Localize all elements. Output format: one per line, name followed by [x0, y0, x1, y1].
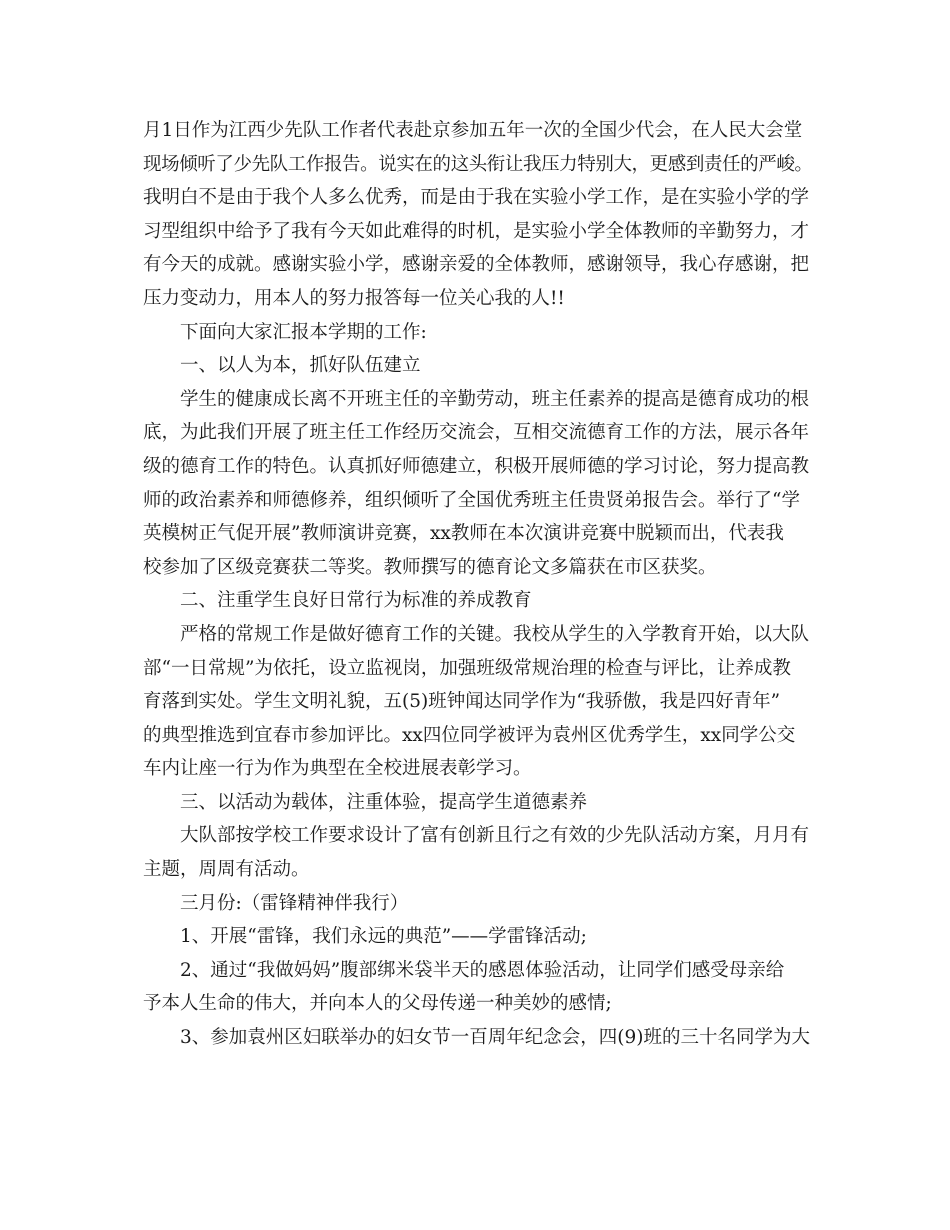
text-line: 有今天的成就。感谢实验小学，感谢亲爱的全体教师，感谢领导，我心存感谢，把	[143, 254, 810, 276]
text-line: 一、以人为本，抓好队伍建立	[180, 355, 421, 377]
text-line: 师的政治素养和师德修养，组织倾听了全国优秀班主任贵贤弟报告会。举行了“学	[143, 489, 800, 511]
text-line: 级的德育工作的特色。认真抓好师德建立，积极开展师德的学习讨论，努力提高教	[143, 455, 810, 477]
text-line: 我明白不是由于我个人多么优秀，而是由于我在实验小学工作，是在实验小学的学	[143, 187, 810, 209]
text-line: 部“一日常规”为依托，设立监视岗，加强班级常规治理的检查与评比，让养成教	[143, 657, 791, 679]
text-line: 予本人生命的伟大，并向本人的父母传递一种美妙的感情;	[143, 993, 612, 1015]
text-line: 1、开展“雷锋，我们永远的典范”——学雷锋活动;	[180, 926, 587, 948]
text-line: 二、注重学生良好日常行为标准的养成教育	[180, 590, 532, 612]
text-line: 月1日作为江西少先队工作者代表赴京参加五年一次的全国少代会，在人民大会堂	[143, 120, 803, 141]
text-line: 校参加了区级竞赛获二等奖。教师撰写的德育论文多篇获在市区获奖。	[143, 556, 717, 578]
text-line: 主题，周周有活动。	[143, 859, 310, 881]
text-line: 习型组织中给予了我有今天如此难得的时机，是实验小学全体教师的辛勤努力，才	[143, 220, 810, 242]
text-line: 育落到实处。学生文明礼貌，五(5)班钟闻达同学作为“我骄傲，我是四好青年”	[143, 691, 781, 713]
text-line: 底，为此我们开展了班主任工作经历交流会，互相交流德育工作的方法，展示各年	[143, 422, 810, 444]
document-body	[143, 114, 813, 1055]
text-line: 下面向大家汇报本学期的工作:	[180, 321, 427, 343]
text-line: 学生的健康成长离不开班主任的辛勤劳动，班主任素养的提高是德育成功的根	[180, 388, 810, 410]
text-line: 英模树正气促开展”教师演讲竞赛，xx教师在本次演讲竞赛中脱颖而出，代表我	[143, 523, 784, 545]
text-line: 大队部按学校工作要求设计了富有创新且行之有效的少先队活动方案，月月有	[180, 825, 810, 847]
text-line: 严格的常规工作是做好德育工作的关键。我校从学生的入学教育开始，以大队	[180, 623, 810, 645]
text-line: 压力变动力，用本人的努力报答每一位关心我的人!!	[143, 287, 565, 309]
text-line: 三月份:（雷锋精神伴我行）	[180, 892, 409, 914]
text-line: 2、通过“我做妈妈”腹部绑米袋半天的感恩体验活动，让同学们感受母亲给	[180, 959, 785, 981]
text-line: 的典型推选到宜春市参加评比。xx四位同学被评为袁州区优秀学生，xx同学公交	[143, 724, 796, 746]
text-line: 现场倾听了少先队工作报告。说实在的这头衔让我压力特别大，更感到责任的严峻。	[143, 153, 813, 175]
text-line: 车内让座一行为作为典型在全校进展表彰学习。	[143, 758, 532, 780]
text-line: 三、以活动为载体，注重体验，提高学生道德素养	[180, 791, 588, 813]
text-line: 3、参加袁州区妇联举办的妇女节一百周年纪念会，四(9)班的三十名同学为大	[180, 1027, 810, 1049]
